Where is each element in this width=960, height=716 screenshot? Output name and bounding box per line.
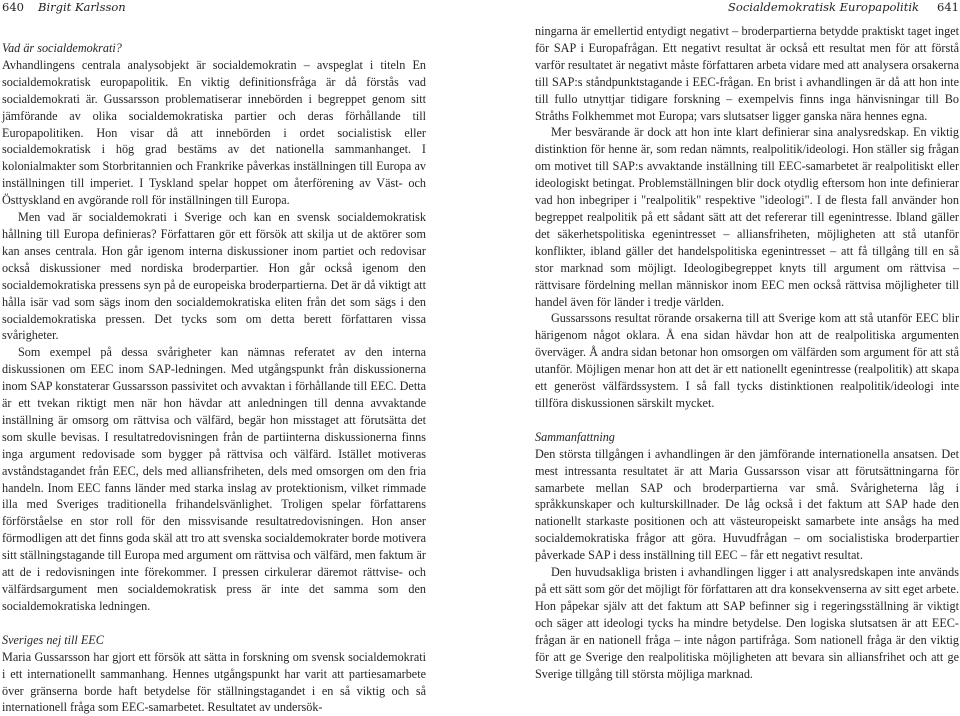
right-text-block [535,23,959,682]
right-paragraph-5: Den huvudsakliga bristen i avhandlingen ligger i att analysredskapen inte används på ett sätt som gör det möjligt för författaren att dra konsekvenserna av sitt eget arbete. Hon påpekar själv att det faktum att SAP befinner sig i regeringsställning är viktigt och säger att ideologi tycks ha mindre betydelse. Den logiska slutsatsen är att EEC-frågan är en nationell fråga – inte någon partifråga. Som nationell fråga är den viktig för att ge Sverige den realpolitiska möjligheten att bevara sin alliansfrihet och att ge Sverige tillgång till största möjliga marknad. [535,565,959,681]
left-paragraph-1: Avhandlingens centrala analysobjekt är socialdemokratin – avspeglat i titeln En socialdemokratisk europapolitik. En viktig definitionsfråga är då förstås vad socialdemokrati är. Gussarsson problematiserar innebörden i begreppet genom sitt jämförande av olika socialdemokratiska partier och deras förhållande till Europapolitiken. Hon visar då att innebörden i ordet socialistisk eller socialdemokratisk i hög grad bestäms av det nationella sammanhanget. I kolonialmakter som Storbritannien och Frankrike påverkas inställningen till Europa av inställningen till imperiet. I Tyskland spelar hoppet om återförening av Väst- och Östtyskland en avgörande roll för inställningen till Europa. [2,57,426,208]
left-paragraph-3: Som exempel på dessa svårigheter kan nämnas referatet av den interna diskussionen om EEC inom SAP-ledningen. Med utgångspunkt från diskussionerna inom SAP konstaterar Gussarsson passivitet och avvaktan i förhållande till EEC. Detta är ett tvekan riktigt men när hon hävdar att anledningen till denna avvaktande inställning är omsorg om rättvisa och välfärd, begär hon misstaget att förutsätta det som skulle bevisas. I resultatredovisningen från de partiinterna diskussionerna finns inga argument redovisade som bygger på rättvisa och välfärd. Istället motiveras avståndstagandet från EEC, dels med alliansfriheten, dels med omsorgen om den fria handeln. Inom EEC fanns länder med starka inslag av protektionism, vilket rimmade illa med Sveriges traditionella frihandelsvänlighet. Troligen spelar författarens förförståelse en stor roll för den missvisande resultatredovisningen. Hon anser förmodligen att det finns goda skäl att tro att svenska socialdemokrater borde motivera sitt ställningstagande till Europa med argument om rättvisa och välfärd, men faktum är att de i redovisningen inte förekommer. I pressen cirkulerar däremot rättvise- och välfärdsargument men socialdemokratisk press är inte det samma som den socialdemokratiska ledningen. [2,345,426,613]
right-paragraph-1: ningarna är emellertid entydigt negativt – broderpartierna betydde praktiskt taget inget för SAP i Europafrågan. Ett negativt resultat är också ett resultat men för att förstå varför resultatet är negativt måste författaren arbeta vidare med att analysera orsakerna till SAP:s ståndpunktstagande i EEC-frågan. En brist i avhandlingen är då att hon inte till fullo utnyttjar tidigare forskning – exempelvis finns inga hänvisningar till Bo Stråths Folkhemmet mot Europa; vars slutsatser ligger ganska nära hennes egna. [535,24,959,123]
right-running-head [535,0,959,14]
right-paragraph-4: Den största tillgången i avhandlingen är den jämförande internationella ansatsen. Det mest intressanta resultatet är att Maria Gussarsson visar att förutsättningarna för samarbete mellan SAP och broderpartierna var små. Svårigheterna låg i språkkunskaper och kulturskillnader. De låg också i det faktum att SAP hade den nationellt starkaste positionen och att västeuropeiskt samarbete inte ansågs ha med socialdemokratiska frågor att göra. Huvudfrågan – om socialistiska broderpartier påverkade SAP i dess inställning till EEC – får ett negativt resultat. [535,446,959,563]
left-paragraph-2: Men vad är socialdemokrati i Sverige och kan en svensk socialdemokratisk hållning till Europa definieras? Författaren gör ett försök att skilja ut de aktörer som kan anses centrala. Hon går igenom interna diskussioner inom partiet och redovisar också diskussioner med nordiska broderpartier. Hon går också igenom den socialdemokratiska pressens syn på de europeiska broderpartierna. Det är då viktigt att hålla isär vad som sägs inom den socialdemokratiska eliten från det som sägs i den socialdemokratiska pressen. Det tycks som om detta berett författaren vissa svårigheter. [2,210,426,343]
left-page-number: 640 [2,0,24,14]
right-page-number: 641 [937,0,959,14]
section-heading-sveriges-nej: Sveriges nej till EEC [2,632,104,647]
left-running-title: Birgit Karlsson [38,0,126,14]
right-paragraph-2: Mer besvärande är dock att hon inte klart definierar sina analysredskap. En viktig distinktion för henne är, som redan nämnts, realpolitik/ideologi. Hon ställer sig frågan om motivet till SAP:s avvaktande inställning till EEC-samarbetet är realpolitiskt eller ideologiskt betingat. Problemställningen blir dock otydlig eftersom hon inte definierar vad hon inbegriper i "realpolitik" respektive "ideologi". I de flesta fall använder hon begreppet realpolitik på ett sådant sätt att det refererar till egenintresse. Ibland gäller det säkerhetspolitiska egenintresset – alliansfriheten, möjligheten att stå utanför konflikter, ibland gäller det handelspolitiska egenintresset – att få tillgång till en så stor marknad som möjligt. Ideologibegreppet knyts till argument om rättvisa – rättvisare fördelning mellan människor inom EEC men också rättvisa möjligheter till handel även för länder i tredje världen. [535,125,959,309]
right-paragraph-3: Gussarssons resultat rörande orsakerna till att Sverige kom att stå utanför EEC blir härigenom något oklara. Å ena sidan hävdar hon att de realpolitiska argumenten överväger. Å andra sidan betonar hon omsorgen om välfärden som argument för att stå utanför. Möjligen menar hon att det är ett nationellt egenintresse (realpolitik) att skapa ett generöst välfärdssystem. I så fall tycks distinktionen realpolitik/ideologi inte tillföra diskussionen särskilt mycket. [535,311,959,410]
left-paragraph-4: Maria Gussarsson har gjort ett försök att sätta in forskning om svensk socialdemokrati i ett internationellt sammanhang. Hennes utgångspunkt har varit att partiesamarbete över gränserna borde haft betydelse för ställningstagandet i en så viktig och så internationell fråga som EEC-samarbetet. Resultatet av undersök- [2,649,426,715]
right-page [535,0,959,706]
left-page [2,0,426,715]
left-text-block [2,40,426,716]
right-running-title: Socialdemokratisk Europapolitik [728,0,919,14]
section-heading-socialdemokrati: Vad är socialdemokrati? [2,41,122,55]
section-heading-sammanfattning: Sammanfattning [535,429,615,444]
left-running-head [2,0,426,14]
